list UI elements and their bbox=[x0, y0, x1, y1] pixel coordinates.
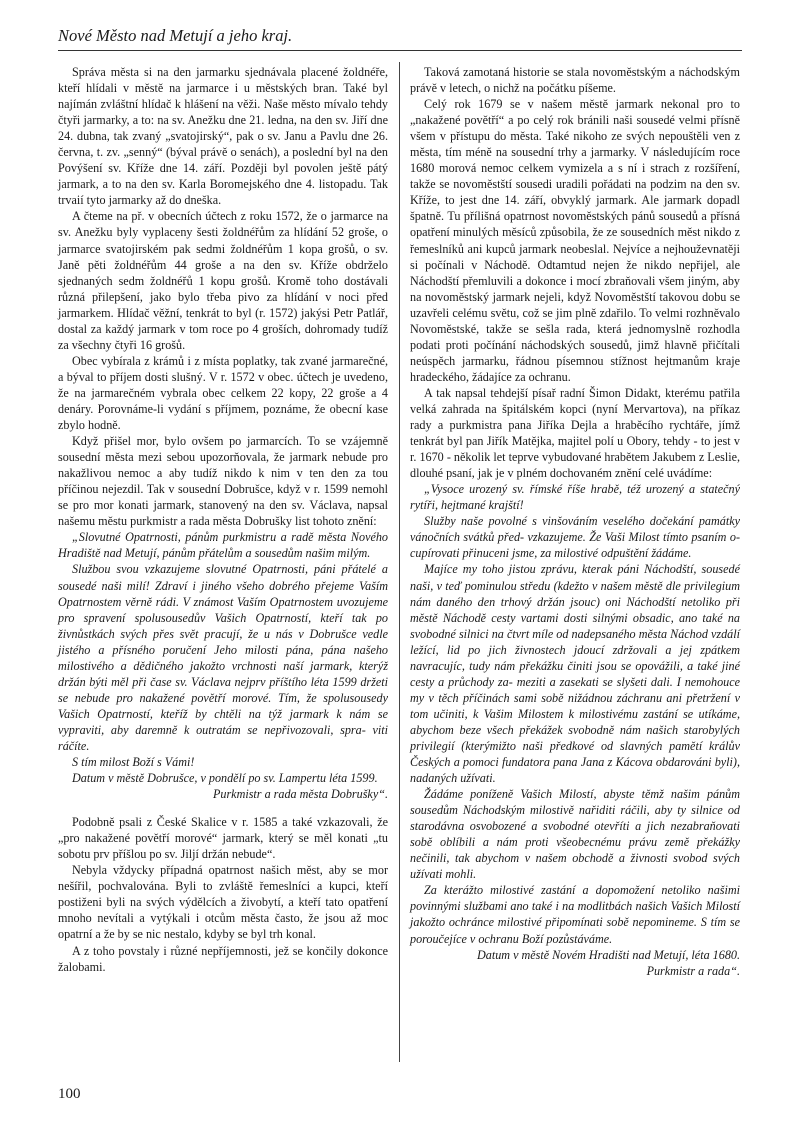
paragraph: Když přišel mor, bylo ovšem po jarmarcích. To se vzájemně sousední města mezi sebou upozorňovala, že jarmark nebude pro nakažlivou nemoc a aby tudíž nikdo k nim v ten den za tou příčinou nejezdil. Tak v sousední Dobrušce, když v r. 1599 nemohl se pro mor konati jarmark, stanovený na den sv. Václava, napsal našemu městu purkmistr a rada města Dobrušky list tohoto znění: bbox=[58, 434, 388, 529]
spacer bbox=[58, 802, 388, 814]
paragraph: A čteme na př. v obecních účtech z roku 1572, že o jarmarce na sv. Anežku byly vyplaceny šesti žoldnéřům za hlídání 52 groše, o jarmarce svatojirském pak sedmi žoldnéřům 1 kopa grošů, o sv. Janě pěti žoldnéřům 44 groše a na den sv. Kříže obdrželo sjednaných sedm žoldnéřů 1 kopu grošů. Kromě toho dostávali různá přilepšení, jako bylo třeba pivo za hlídání v noci před jarmarkem. Hlídač věžní, tenkrát to byl (r. 1572) jakýsi Petr Patlář, dostal za každý jarmark v tom roce po 4 groších, dohromady tudíž za všechny čtyři 16 grošů. bbox=[58, 209, 388, 352]
quoted-letter-date: Datum v městě Novém Hradišti nad Metují, léta 1680. bbox=[476, 947, 740, 962]
quoted-letter-closing: S tím milost Boží s Vámi! bbox=[72, 755, 195, 770]
quoted-letter-body: Majíce my toho jistou zprávu, kterak páni Náchodští, sousedé naši, v teď pominulou středu (kdežto v našem městě dle privilegium nám daného den trhový držán jsouc) oni Náchodští netoliko při městě Náchodě cesty vartami dosti silnými obsadic, ano také na svobodné silnici na čtvrt míle od nadepsaného města Náchod vzdálí ležící, lid po jich živnostech jdoucí zdržovali a jej zpátkem navracujíc, tudy nám překážku činiti jsou se opovážili, a také jiné cesty a průchody za- meziti a zasekati se slyšeti dali. I nemohouce my v těch příčinách sami sobě nižádnou záchranu ani přetržení v tom učiniti, k Vašim Milostem k milostivému zastání se utíkáme, abychom beze všech překážek svobodně nám našich starobylých privilegií (kterýmižto naši předkové od slavných pamětí králův Českých a pomoci fundatora pana Jana z Kácova obdarováni byli), nadaných užívati. bbox=[410, 562, 740, 786]
quoted-letter-address: „Slovutné Opatrnosti, pánům purkmistru a radě města Nového Hradiště nad Metují, pánům přátelům a sousedům našim milým. bbox=[58, 530, 388, 561]
paragraph: Podobně psali z České Skalice v r. 1585 a také vzkazovali, že „pro nakažené povětří morové“ jarmark, který se měl konati „tu sobotu prv příšlou po sv. Jiljí držán nebude“. bbox=[58, 815, 388, 862]
quoted-letter-body: Služby naše povolné s vinšováním veselého dočekání památky vánočních svátků před- vzkazujeme. Že Vaši Milost tímto psaním o- cupírovati přinuceni jsme, za milostivé odpuštění žádáme. bbox=[410, 514, 740, 561]
paragraph: Nebyla vždycky případná opatrnost našich měst, aby se mor nešířil, pochvalována. Byli to zvláště řemeslníci a kupci, kteří postiženi byli na svých výdělcích a živobytí, a kteří tato opatření mnoho nevítali a vytýkali i otcům města často, že jsou až moc opatrní a že by se nic nestalo, kdyby se byl trh konal. bbox=[58, 863, 388, 942]
column-divider bbox=[399, 62, 400, 1062]
header-title: Nové Město nad Metují a jeho kraj. bbox=[58, 26, 293, 45]
quoted-letter-signature: Purkmistr a rada“. bbox=[646, 963, 740, 978]
paragraph: Celý rok 1679 se v našem městě jarmark nekonal pro to „nakažené povětří“ a po celý rok bránili naši sousedé velmi přísně všem v přístupu do města. Také nikoho ze svých nepouštěli ven z města, tím méně na sousední trhy a jarmarky. V následujícím roce 1680 morová nemoc celkem vymizela a s ní i strach z rozšíření, takže se novoměstští sousedi uradili pořádati na podzim na den sv. Kříže, to jest dne 14. září, obvyklý jarmark. Ale jarmark dopadl špatně. Tu přílišná opatrnost novoměstských pánů sousedů a přísná opatření minulých měsíců způsobila, že ze sousedních měst nikdo z řemeslníků ani kupců jarmark neobeslal. Nejvíce a nejhouževnatěji si počínali v Náchodě. Odtamtud nejen že nikdo nepřijel, ale Náchodští přemluvili a dokonce i mocí zbraňovali všem jiným, aby na novoměstský jarmark nejeli, když Novoměstští takovou dobu se uzavřeli celému světu, což se jim plně zdařilo. To velmi rozhněvalo Novoměstské, takže se sešla rada, která jednomyslně rozhodla podati proti počínání náchodských sousedů, jimž hlavně přičítali neúspěch jarmarku, řádnou písemnou stížnost hejtmanům kraje hradeckého, žádajíce za ochranu. bbox=[410, 97, 740, 384]
paragraph: Taková zamotaná historie se stala novoměstským a náchodským právě v letech, o nichž na počátku píšeme. bbox=[410, 65, 740, 96]
paragraph: Obec vybírala z krámů i z místa poplatky, tak zvané jarmarečné, a býval to příjem dosti slušný. V r. 1572 v obec. účtech je uvedeno, že na jarmarečném vybrala obec celkem 22 kopy, 22 groše a 4 denáry. Porovnáme-li vydání s příjmem, poznáme, že obecní kase zbylo hodně. bbox=[58, 353, 388, 433]
running-header bbox=[58, 24, 742, 51]
quoted-letter-date: Datum v městě Dobrušce, v pondělí po sv. Lampertu léta 1599. bbox=[72, 771, 378, 786]
right-column bbox=[410, 64, 740, 979]
paragraph: A tak napsal tehdejší písař radní Šimon Didakt, kterému patřila velká zahrada na špitálském kopci (nyní Mervartova), na příkaz rady a purkmistra pana Jiříka Dejla a hraběcího rychtáře, jímž tenkrát byl pan Jiřík Matějka, majitel polí u Obory, tehdy - to jest v r. 1670 - několik let teprve vybudované hrabětem Jakubem z Leslie, dlouhé psaní, jak je v plném dochovaném znění celé uvádíme: bbox=[410, 385, 740, 481]
page-number: 100 bbox=[58, 1086, 81, 1102]
quoted-letter-body: Za kterážto milostivé zastání a dopomožení netoliko našimi povinnými službami ano také i na modlitbách našich Vašich Milostí jakožto ochránce milostivé připomínati sobě nepomineme. S tím se poroučejíce v ochranu Boží pozůstáváme. bbox=[410, 883, 740, 946]
quoted-letter-body: Žádáme poníženě Vašich Milostí, abyste těmž našim pánům sousedům Náchodským milostivě nařiditi ráčili, aby ty silnice od starodávna osvobozené a svobodné otevříti a jich nezabraňovati sobě oblíbili a nám proti všeobecnému právu země překážky nečinili, tak abychom v našem obchodě a živnosti svobod svých užívati mohli. bbox=[410, 787, 740, 882]
paragraph: A z toho povstaly i různé nepříjemnosti, jež se končily dokonce žalobami. bbox=[58, 943, 388, 974]
quoted-letter-address: „Vysoce urozený sv. římské říše hrabě, též urozený a statečný rytíři, hejtmané krajští! bbox=[410, 482, 740, 513]
quoted-letter-body: Službou svou vzkazujeme slovutné Opatrnosti, páni přátelé a sousedé naši milí! Zdraví i jiného všeho dobrého přejeme Vaším Opatrnostem věrně rádi. V známost Vaším Opatrnostem uvozujeme pro spravení spolusousedův Vašich Opatrností, kteří tak po živnůstkách svých přes svět pracují, že u nás v Dobrušce vedle jistého a přísného poručení Jeho milosti pána, pána našeho milostivého a dědičného jakožto vrchnosti naší jarmark, kterýž držán býti měl při čase sv. Václava nejprv příštího léta 1599 držeti se nebude pro nakažené povětří morové. Tím, že spolusousedy Vašich Opatrností, kteříž by chtěli na týž jarmark k nám se vypraviti, aby daremně k outratám se nepřivozovali, spra- viti ráčíte. bbox=[58, 562, 388, 753]
quoted-letter-signature: Purkmistr a rada města Dobrušky“. bbox=[212, 787, 388, 802]
paragraph: Správa města si na den jarmarku sjednávala placené žoldnéře, kteří hlídali v městě na jarmarce i u městských bran. Také byl najímán zvláštní hlídač k hlášení na věži. Naše město mívalo tehdy čtyři jarmarky, a to: na sv. Anežku dne 21. ledna, na den sv. Jiří dne 24. dubna, tak zvaný „svatojirský“, pak o sv. Janu a Pavlu dne 26. června, t. zv. „senný“ (býval právě o senách), a poslední byl na den Povýšení sv. Kříže dne 14. září. Později byl povolen ještě pátý jarmark, a to na den sv. Karla Boromejského dne 4. listopadu. Tak trvaií tyto jarmarky až do dneška. bbox=[58, 65, 388, 208]
left-column bbox=[58, 64, 388, 975]
